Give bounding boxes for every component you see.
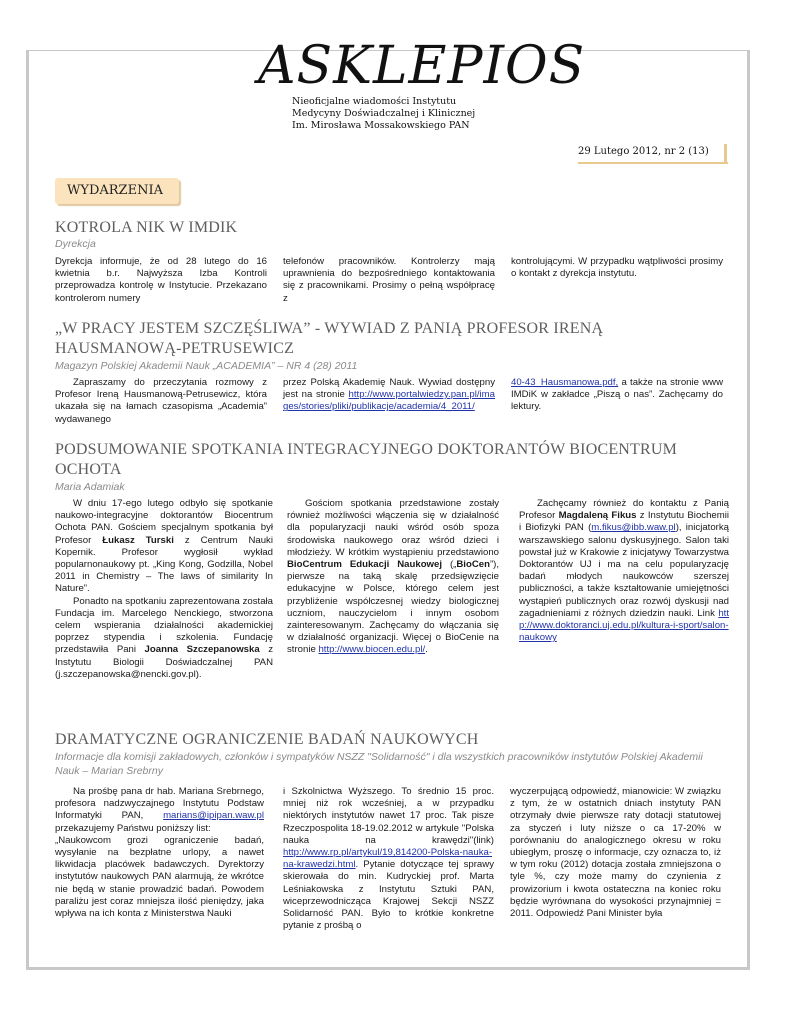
paragraph [283,786,494,932]
email-link[interactable]: marians@ipipan.waw.pl [163,810,264,822]
title-line: „W PRACY JESTEM SZCZĘŚLIWA” - WYWIAD Z PANIĄ PROFESOR IRENĄ [55,320,604,337]
article-column [519,498,729,644]
article-subtitle: Magazyn Polskiej Akademii Nauk „ACADEMIA” – NR 4 (28) 2011 [55,360,358,372]
title-line: OCHOTA [55,461,122,478]
org-bold: BioCen [456,559,490,571]
issue-number: nr 2 (13) [664,146,709,157]
text: Na prośbę pana dr hab. Mariana Srebrnego, profesora nadzwyczajnego Instytutu Podstaw Informatyki PAN, [55,786,264,822]
paragraph: Dyrekcja informuje, że od 28 lutego do 16 kwietnia b.r. Najwyższa Izba Kontroli przeprowadza kontrolę w Instytucie. Przekazano kontrolerom numery [55,256,267,304]
date-text: 29 Lutego 2012, [578,146,662,157]
paragraph [511,377,723,414]
date-marker [724,144,727,164]
name-bold: Łukasz Turski [102,534,174,546]
article-title [55,440,677,480]
text: Ponadto na spotkaniu zaprezentowana została Fundacja im. Marcelego Nenckiego, stworzona celem wspierania działalności akademickiej poprzez stypendia i szkolenia. Fundację przedstawiła Pani [55,595,273,656]
paragraph [519,498,729,644]
article-column [511,377,723,414]
masthead-subtitle [292,96,475,132]
asklepios-logo [258,30,586,100]
article-title: DRAMATYCZNE OGRANICZENIE BADAŃ NAUKOWYCH [55,731,479,748]
text: ), inicjatorką warszawskiego salonu dyskusyjnego. Salon taki powstał już w Krakowie z inicjatywy Towarzystwa Doktorantów UJ i ma na celu popularyzację badań młodych naukowców szerszej publiczności, a także kształtowanie umiejętności wystąpień publicznych oraz rozwój dyskusji nad zagadnieniami z różnych dziedzin nauki. Link [519,522,729,619]
paragraph: telefonów pracowników. Kontrolerzy mają uprawnienia do bezpośredniego kontaktowania się z pracownikami. Prosimy o pełną współpracę z [283,256,495,304]
article-subtitle: Informacje dla komisji zakładowych, członków i sympatyków NSZZ "Solidarność" i dla wszystkich pracowników instytutów Polskiej Akademii Nauk – Marian Srebrny [55,751,703,777]
text: a także na stronie www IMDiK w zakładce „Piszą o nas”. Zachęcamy do lektury. [511,377,723,413]
pdf-link[interactable]: 40-43_Hausmanowa.pdf, [511,377,619,388]
article-subtitle: Maria Adamiak [55,481,125,493]
paragraph: kontrolującymi. W przypadku wątpliwości prosimy o kontakt z dyrekcja instytutu. [511,256,723,280]
article-subtitle: Dyrekcja [55,238,96,250]
text: Gościom spotkania przedstawione zostały również możliwości włączenia się w działalność dla popularyzacji nauki wśród osób spoza środowiska naukowego oraz wśród dzieci i młodzieży. W krótkim wystąpieniu przedstawiono [287,498,499,558]
article-column [510,786,721,920]
article-title [55,319,603,359]
issue-date [578,146,709,157]
name-bold: Joanna Szczepanowska [144,644,260,656]
text: Zachęcamy również do kontaktu z Panią Profesor [519,498,729,522]
article-column [283,786,494,932]
text: W dniu 17-ego lutego odbyło się spotkanie naukowo-integracyjne doktorantów Biocentrum Ochota PAN. Gościem specjalnym spotkania był Profesor [55,498,273,546]
section-label [55,178,179,204]
article-column [55,377,267,426]
article-column [55,256,267,305]
section-label-text: WYDARZENIA [67,183,163,198]
biocen-link[interactable]: http://www.biocen.edu.pl/ [318,644,426,656]
article-column [55,498,273,681]
article-column [287,498,499,657]
paragraph [55,498,273,596]
article-column [283,256,495,305]
subtitle-line: Im. Mirosława Mossakowskiego PAN [292,120,470,131]
article-column [283,377,495,414]
text: przekazujemy Państwu poniższy list: [55,822,211,834]
title-line: PODSUMOWANIE SPOTKANIA INTEGRACYJNEGO DOKTORANTÓW BIOCENTRUM [55,441,678,458]
academia-link[interactable]: http://www.portalwiedzy.pan.pl/images/stories/pliki/publikacje/academia/4_2011/ [283,389,495,413]
text: i Szkolnictwa Wyższego. To średnio 15 proc. mniej niż rok wcześniej, a w przypadku niektórych instytutów nawet 17 proc. Tak pisze Rzeczpospolita 18-19.02.2012 w artykule "Polska nauka na krawędzi"(link) [283,786,494,846]
name-bold: Magdaleną Fikus [558,510,637,522]
text: („ [449,559,457,571]
article-column [55,786,264,920]
paragraph: „Naukowcom grozi ograniczenie badań, wysyłanie na bezpłatne urlopy, a nawet likwidacja placówek badawczych. Dyrektorzy instytutów naukowych PAN alarmują, że wkrótce nie będą w stanie prowadzić badań. Powodem paraliżu jest coraz mniejsza ilość pieniędzy, jaka wpływa na ich konta z Ministerstwa Nauki [55,834,264,920]
paragraph [283,377,495,414]
subtitle-line: Medycyny Doświadczalnej i Klinicznej [292,108,476,119]
text: z Centrum Nauki Kopernik. Profesor wygłosił wykład popularnonaukowy pt. „King Kong, Godzilla, Nobel 2011 in Chemistry – The laws of similarity In Nature”. [55,534,273,595]
paragraph [55,596,273,681]
text: ”), pierwsze na taką skalę przedsięwzięcie edukacyjne w Polsce, którego celem jest przybliżenie współczesnej wiedzy biologicznej uczniom, nauczycielom i innym osobom zainteresowanym. Zachęcamy do włączania się w działalność organizacji. Więcej o BioCenie na stronie [287,559,500,656]
text: . Pytanie dotyczące tej sprawy skierowała do min. Kudryckiej prof. Marta Leśniakowska z Instytutu Sztuki PAN, wiceprzewodnicząca Krajowej Sekcji NSZZ Solidarność PAN. Było to krótkie konkretne pytanie z prośbą o [283,859,494,932]
article-title: KOTROLA NIK W IMDIK [55,219,238,236]
text: z Instytutu Biologii Doświadczalnej PAN (j.szczepanowska@nencki.gov.pl). [55,644,273,680]
title-line: HAUSMANOWĄ-PETRUSEWICZ [55,340,295,357]
text: . [425,644,428,656]
paragraph [55,786,264,835]
date-underline [578,162,728,164]
paragraph [287,498,499,657]
paragraph: Zapraszamy do przeczytania rozmowy z Profesor Ireną Hausmanową-Petrusewicz, która ukazała się na łamach czasopisma „Academia” wydawanego [55,377,267,425]
text: przez Polską Akademię Nauk. Wywiad dostępny jest na stronie [283,377,495,401]
salon-link[interactable]: http://www.doktoranci.uj.edu.pl/kultura-i-sport/salon-naukowy [519,607,730,644]
paragraph: wyczerpującą odpowiedź, mianowicie: W związku z tym, że w ostatnich dniach instytuty PAN otrzymały dwie pierwsze raty dotacji statutowej za styczeń i luty niższe o ca 17-20% w porównaniu do analogicznego okresu w roku ubiegłym, proszę o informacje, czy oznacza to, iż w tym roku (2012) dotacja została zmniejszona o tyle %, czy może mamy do czynienia z prowizorium i kwota ostateczna na koniec roku będzie wyrównana do wysokości przynajmniej = 2011. Odpowiedź Pani Minister była [510,786,721,920]
org-bold: BioCentrum Edukacji Naukowej [287,559,443,571]
logo-text: ASKLEPIOS [258,36,586,96]
subtitle-line: Nieoficjalne wiadomości Instytutu [292,96,457,107]
article-column [511,256,723,280]
text: z Instytutu Biochemii i Biofizyki PAN ( [519,510,729,534]
rp-link[interactable]: http://www.rp.pl/artykul/19,814200-Polska-nauka-na-krawedzi.html [283,847,493,871]
email-link[interactable]: m.fikus@ibb.waw.pl [591,522,676,534]
